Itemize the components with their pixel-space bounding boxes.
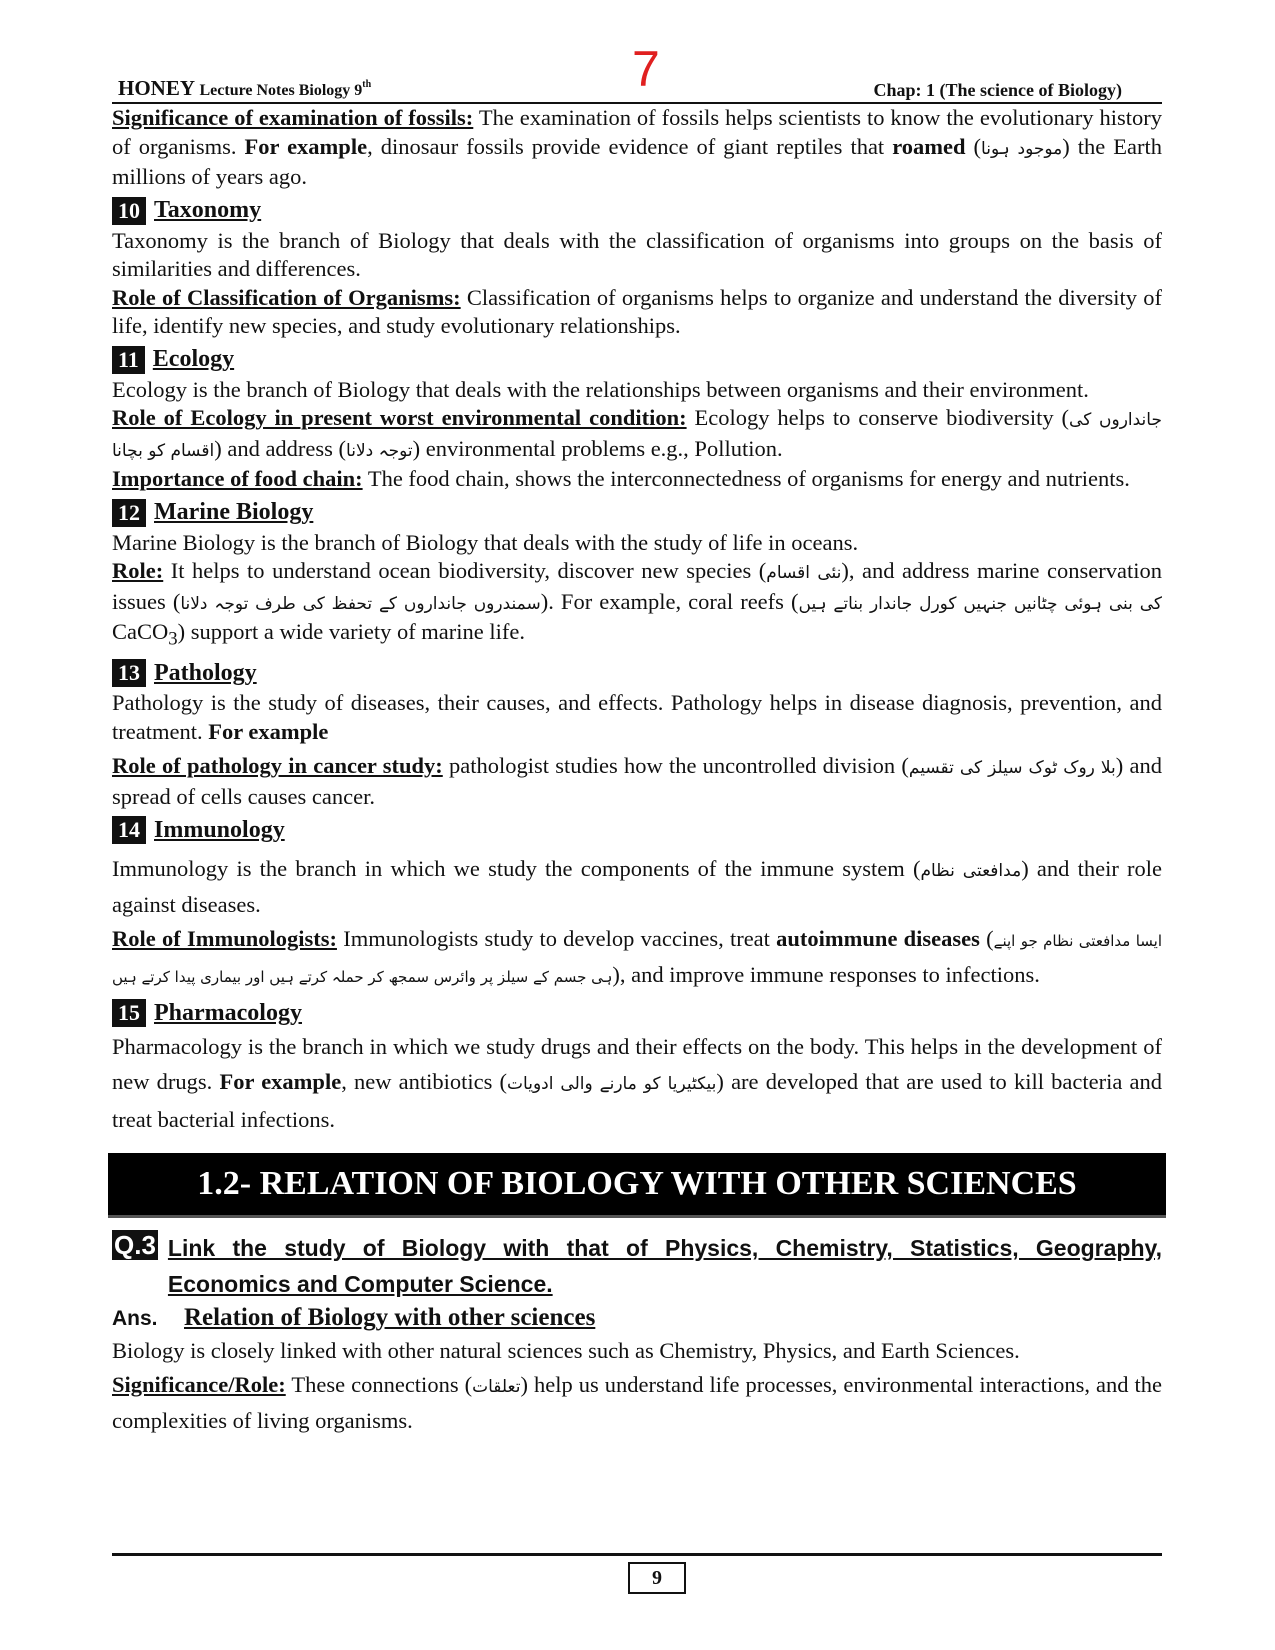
urdu-gloss: تعلقات xyxy=(472,1376,521,1397)
header-title xyxy=(118,76,371,101)
fossils-text: the Earth millions of years ago. xyxy=(112,133,1162,189)
question-text: Link the study of Biology with that of Physics, Chemistry, Statistics, Geography, Economics and Computer Science. xyxy=(167,1235,1162,1297)
section-number: 14 xyxy=(112,816,146,844)
role-text: It helps to understand ocean biodiversity, discover new species xyxy=(163,558,759,583)
section-title: Pharmacology xyxy=(154,999,302,1026)
taxonomy-definition: Taxonomy is the branch of Biology that deals with the classification of organisms into groups on the basis of similarities and differences. xyxy=(112,227,1162,281)
significance-text: help us understand life processes, environmental interactions, and the complexities of living organisms. xyxy=(112,1371,1162,1433)
header-subtitle-sup: th xyxy=(362,79,372,90)
role-text: support a wide variety of marine life. xyxy=(185,619,526,644)
section-number: 11 xyxy=(112,346,145,374)
fossils-paragraph: Significance of examination of fossils: The examination of fossils helps scientists to know the evolutionary history of organisms. For example, dinosaur fossils provide evidence of giant reptiles that roamed (موجود ہونا) the Earth millions of years ago. xyxy=(112,105,1162,189)
section-number: 10 xyxy=(112,197,146,225)
immunology-definition: Immunology is the branch in which we study the components of the immune system (مدافعتی نظام) and their role against diseases. xyxy=(112,856,1162,917)
urdu-gloss: کی بنی ہوئی چٹانیں جنہیں کورل جاندار بناتے ہیں xyxy=(798,593,1163,614)
role-text: , and address marine conservation issues xyxy=(112,558,1162,614)
chapter-label: Chap: 1 (The science of Biology) xyxy=(873,80,1122,100)
significance-text: These connections xyxy=(285,1371,465,1397)
section-number: 15 xyxy=(112,999,146,1027)
food-chain-text: The food chain, shows the interconnectedness of organisms for energy and nutrients. xyxy=(362,466,1130,491)
urdu-gloss: موجود ہونا xyxy=(981,138,1063,159)
chemical-formula: CaCO xyxy=(112,619,169,644)
section-title: Taxonomy xyxy=(154,197,262,224)
role-text: and address xyxy=(221,435,339,461)
section-banner: 1.2- RELATION OF BIOLOGY WITH OTHER SCIENCES xyxy=(108,1153,1166,1218)
role-text: environmental problems e.g., Pollution. xyxy=(420,435,783,461)
autoimmune-term: autoimmune diseases xyxy=(776,926,980,951)
roamed-word: roamed xyxy=(892,133,966,159)
formula-subscript: 3 xyxy=(168,628,178,650)
role-label: Role of pathology in cancer study: xyxy=(112,753,443,778)
ecology-role: Role of Ecology in present worst environmental condition: Ecology helps to conserve biodiversity (جانداروں کی اقسام کو بچانا) and address (توجہ دلانا) environmental problems e.g., Pollution. xyxy=(112,405,1162,461)
ecology-definition: Ecology is the branch of Biology that deals with the relationships between organisms and their environment. xyxy=(112,376,1089,402)
urdu-gloss: مدافعتی نظام xyxy=(920,861,1022,881)
role-text: Classification of organisms helps to organize and understand the diversity of life, identify new species, and study evolutionary relationships. xyxy=(112,284,1162,338)
example-label: For example xyxy=(208,718,329,744)
role-label: Role of Ecology in present worst environmental condition: xyxy=(112,405,687,430)
urdu-gloss: بیکٹیریا کو مارنے والی ادویات xyxy=(507,1074,717,1094)
page-number: 9 xyxy=(628,1562,686,1594)
section-title: Ecology xyxy=(152,346,235,373)
question xyxy=(112,1230,1162,1302)
significance-paragraph: Significance/Role: These connections (تعلقات) help us understand life processes, environmental interactions, and the complexities of living organisms. xyxy=(112,1371,1162,1433)
pathology-definition xyxy=(112,689,1162,746)
answer-title: Relation of Biology with other sciences xyxy=(184,1304,596,1331)
brand: HONEY xyxy=(118,76,195,100)
section-heading-marine-biology xyxy=(112,497,1162,529)
definition-text: Pathology is the study of diseases, their causes, and effects. Pathology helps in disease diagnosis, prevention, and treatment. xyxy=(112,690,1162,744)
role-text: pathologist studies how the uncontrolled division xyxy=(442,753,902,778)
marine-role: Role: It helps to understand ocean biodiversity, discover new species (نئی اقسام), and address marine conservation issues (سمندروں جانداروں کے تحفظ کی طرف توجہ دلانا). For example, coral reefs (کی بنی ہوئی چٹانیں جنہیں کورل جاندار بناتے ہیں CaCO$_3$) support a wide variety of marine life. xyxy=(112,558,1163,650)
urdu-gloss: توجہ دلانا xyxy=(346,440,413,461)
section-heading-taxonomy xyxy=(112,195,1162,227)
definition-text: , new antibiotics xyxy=(341,1069,500,1094)
urdu-gloss: نئی اقسام xyxy=(766,563,842,583)
page-header xyxy=(112,41,1162,102)
fossils-text: The examination of fossils helps scientists to know the evolutionary history of organisms. xyxy=(112,105,1162,159)
fossils-label: Significance of examination of fossils: xyxy=(112,105,474,130)
role-text: Immunologists study to develop vaccines, treat xyxy=(336,926,777,951)
fossils-text: , dinosaur fossils provide evidence of giant reptiles that xyxy=(367,133,893,159)
answer-text: Biology is closely linked with other natural sciences such as Chemistry, Physics, and Earth Sciences. xyxy=(112,1337,1020,1363)
role-label: Role: xyxy=(112,558,164,583)
section-title: Marine Biology xyxy=(154,499,314,526)
taxonomy-role xyxy=(112,284,1162,341)
pharmacology-paragraph: Pharmacology is the branch in which we study drugs and their effects on the body. This helps in the development of new drugs. For example, new antibiotics (بیکٹیریا کو مارنے والی ادویات) are developed that are used to kill bacteria and treat bacterial infections. xyxy=(112,1034,1162,1132)
marine-definition: Marine Biology is the branch of Biology that deals with the study of life in oceans. xyxy=(112,529,859,555)
role-text: . For example, coral reefs xyxy=(548,588,791,614)
definition-text: and their role against diseases. xyxy=(112,856,1162,917)
significance-label: Significance/Role: xyxy=(112,1371,286,1397)
section-heading-ecology xyxy=(112,344,1162,376)
section-heading-pharmacology xyxy=(112,997,1162,1029)
role-text: and spread of cells causes cancer. xyxy=(112,753,1162,809)
section-number: 12 xyxy=(112,499,146,527)
food-chain-paragraph xyxy=(112,465,1162,494)
section-title: Immunology xyxy=(154,816,285,843)
definition-text: Pharmacology is the branch in which we study drugs and their effects on the body. This helps in the development of new drugs. xyxy=(112,1034,1162,1094)
urdu-gloss: ایسا مدافعتی نظام جو اپنے ہی جسم کے سیلز پر وائرس سمجھ کر حملہ کرتے ہیں اور بیماری پیدا کرتے ہیں xyxy=(112,932,1162,986)
content xyxy=(112,104,1162,1438)
urdu-gloss: بلا روک ٹوک سیلز کی تقسیم xyxy=(908,758,1116,778)
role-text: , and improve immune responses to infections. xyxy=(619,962,1040,987)
section-heading-immunology xyxy=(112,814,1162,846)
role-label: Role of Classification of Organisms: xyxy=(112,284,461,310)
definition-text: Immunology is the branch in which we study the components of the immune system xyxy=(112,856,913,881)
role-label: Role of Immunologists: xyxy=(112,926,337,951)
section-heading-pathology xyxy=(112,657,1162,689)
immunology-role: Role of Immunologists: Immunologists study to develop vaccines, treat autoimmune diseases (ایسا مدافعتی نظام جو اپنے ہی جسم کے سیلز پر وائرس سمجھ کر حملہ کرتے ہیں اور بیماری پیدا کرتے ہیں), and improve immune responses to infections. xyxy=(112,926,1162,987)
question-badge: Q.3 xyxy=(114,1230,156,1260)
role-text: Ecology helps to conserve biodiversity xyxy=(686,405,1062,430)
urdu-gloss: جانداروں کی اقسام کو بچانا xyxy=(112,410,1162,461)
pathology-role: Role of pathology in cancer study: pathologist studies how the uncontrolled division (بلا روک ٹوک سیلز کی تقسیم) and spread of cells causes cancer. xyxy=(112,753,1162,809)
section-title: Pathology xyxy=(154,659,257,686)
footer-divider xyxy=(112,1553,1162,1556)
handwritten-number: 7 xyxy=(632,41,660,97)
section-number: 13 xyxy=(112,659,146,687)
header-subtitle: Lecture Notes Biology 9 xyxy=(199,82,363,99)
definition-text: are developed that are used to kill bacteria and treat bacterial infections. xyxy=(112,1069,1162,1132)
example-label: For example xyxy=(219,1069,342,1094)
answer-heading xyxy=(112,1304,1162,1334)
example-label: For example xyxy=(244,133,368,159)
food-chain-label: Importance of food chain: xyxy=(112,466,363,491)
answer-label: Ans. xyxy=(112,1307,158,1330)
urdu-gloss: سمندروں جانداروں کے تحفظ کی طرف توجہ دلانا xyxy=(180,593,541,614)
